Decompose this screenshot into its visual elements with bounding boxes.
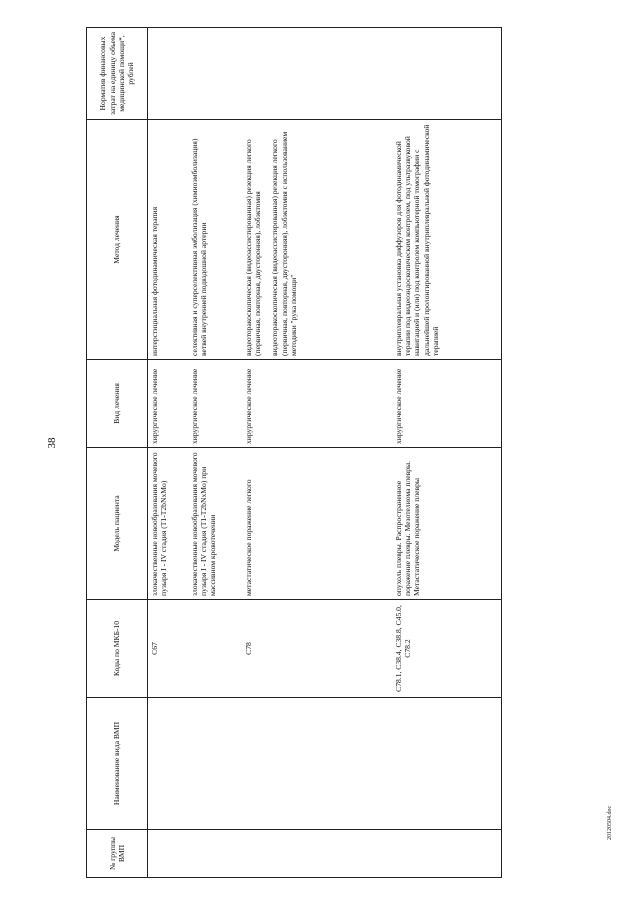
cell-codes: C67 xyxy=(148,600,188,698)
page-number: 38 xyxy=(46,437,58,449)
method-text: селективная и суперселективная эмболизация (химиоэмболизация) ветвей внутренней подвздошной артерии xyxy=(189,138,208,356)
rotated-table-container xyxy=(86,28,556,878)
cell-group xyxy=(392,830,502,878)
cell-name xyxy=(392,698,502,830)
table-row xyxy=(148,28,188,878)
method-text: внутриплевральная установка диффузоров для фотодинамической терапии под видеоэндоскопическим контролем, под ультразвуковой навигацией и (или) под контролем компьютерной томографии с дальнейшей пролонгированной внутриплевральной фотодинамической терапией xyxy=(393,124,441,356)
cell-codes xyxy=(188,600,242,698)
cell-model: опухоль плевры. Распространенное поражение плевры. Мезотелиома плевры. Метастатическое поражение плевры xyxy=(392,448,502,600)
cell-type: хирургическое лечение xyxy=(392,360,502,448)
cell-group xyxy=(188,830,242,878)
cell-model: злокачественные новообразования мочевого пузыря I - IV стадия (T1-T2bNxMo) xyxy=(148,448,188,600)
header-icd-codes: Коды по МКБ-10 xyxy=(87,600,148,698)
cell-type: хирургическое лечение xyxy=(148,360,188,448)
cell-name xyxy=(242,698,392,830)
cell-method xyxy=(242,120,392,360)
cell-codes: C78.1, C38.4, C38.8, C45.0, C78.2 xyxy=(392,600,502,698)
table-row xyxy=(188,28,242,878)
header-treatment-method: Метод лечения xyxy=(87,120,148,360)
cell-type: хирургическое лечение xyxy=(242,360,392,448)
cell-norm xyxy=(392,28,502,120)
cell-name xyxy=(148,698,188,830)
cell-method xyxy=(148,120,188,360)
table-row xyxy=(242,28,392,878)
header-vmp-name: Наименование вида ВМП xyxy=(87,698,148,830)
cell-norm xyxy=(148,28,188,120)
table-header-row xyxy=(87,28,148,878)
cell-group xyxy=(148,830,188,878)
cell-group xyxy=(242,830,392,878)
cell-norm xyxy=(188,28,242,120)
cell-type: хирургическое лечение xyxy=(188,360,242,448)
cell-name xyxy=(188,698,242,830)
header-treatment-type: Вид лечения xyxy=(87,360,148,448)
cell-codes: C78 xyxy=(242,600,392,698)
treatment-table xyxy=(86,27,502,878)
cell-model: злокачественные новообразования мочевого пузыря I - IV стадия (T1-T2bNxMo) при массивном кровотечении xyxy=(188,448,242,600)
table-row xyxy=(392,28,502,878)
header-cost-norm: Норматив финансовых затрат на единицу объема медицинской помощи*, рублей xyxy=(87,28,148,120)
cell-model: метастатическое поражение легкого xyxy=(242,448,392,600)
cell-method xyxy=(392,120,502,360)
cell-norm xyxy=(242,28,392,120)
method-text: интерстициальная фотодинамическая терапия xyxy=(150,206,159,356)
footer-filename: 20120504.doc xyxy=(607,805,613,840)
method-text-secondary: видеоторакоскопическая (видеоассистированная) резекция легкого (первичная, повторная, двусторонняя), лобэктомия с использованием методики "рука помощи" xyxy=(270,131,299,356)
cell-method xyxy=(188,120,242,360)
method-text: видеоторакоскопическая (видеоассистированная) резекция легкого (первичная, повторная, двусторонняя), лобэктомия xyxy=(243,139,262,356)
header-patient-model: Модель пациента xyxy=(87,448,148,600)
header-group-number: № группы ВМП xyxy=(87,830,148,878)
